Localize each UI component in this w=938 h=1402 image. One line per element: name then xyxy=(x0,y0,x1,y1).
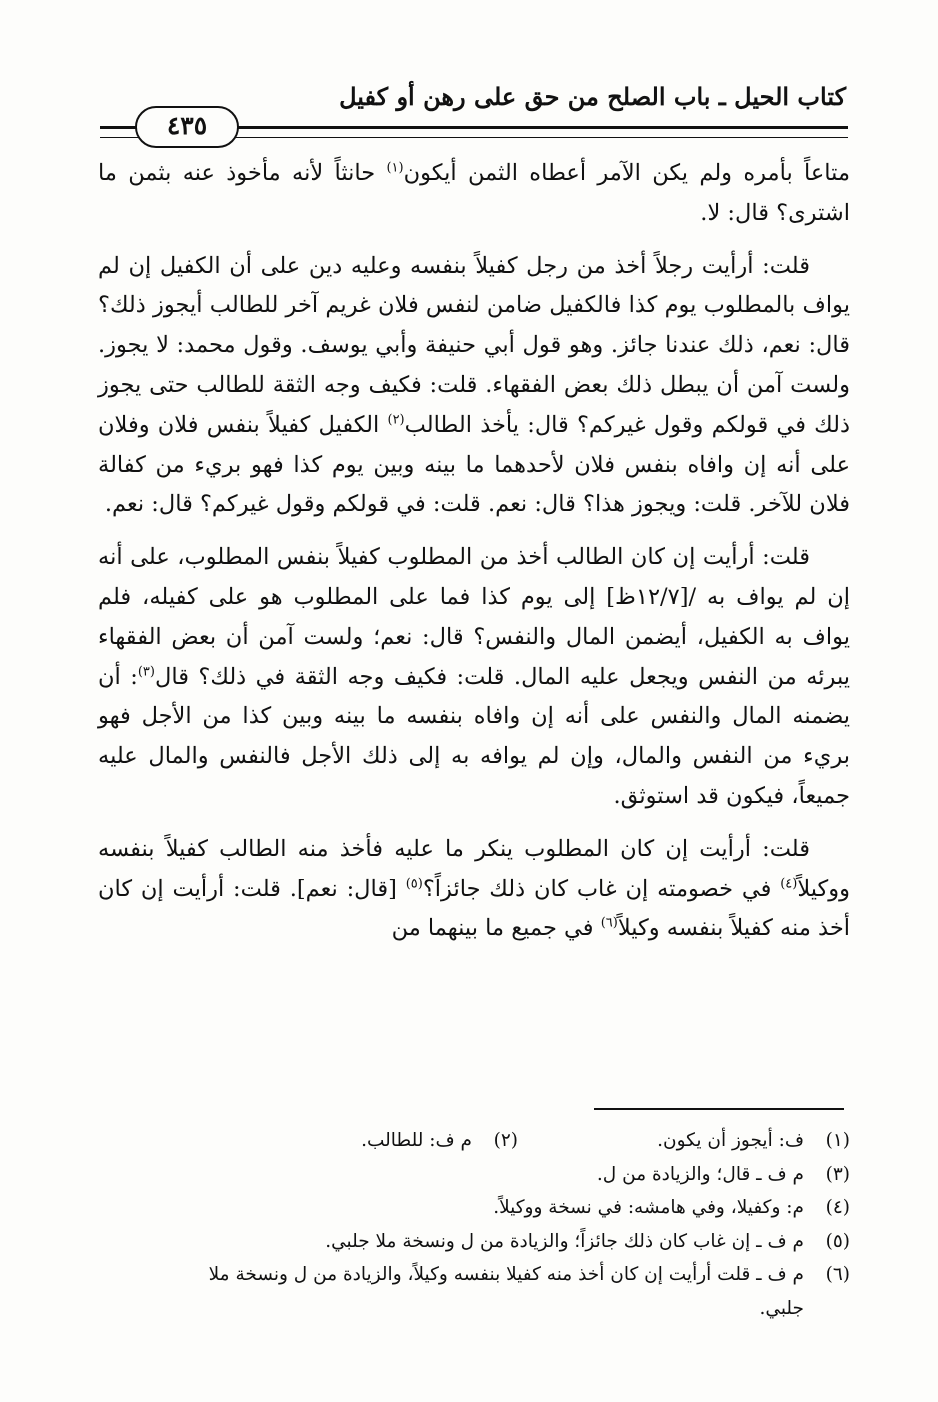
footnote-number: (٥) xyxy=(825,1230,850,1252)
text-run: قلت: أرأيت إن كان الطالب أخذ من المطلوب كفيلاً بنفس المطلوب، على أنه إن لم يواف به /[١٢/٧ظ] إلى يوم كذا فما على المطلوب هو على كفيله، فلم يواف به الكفيل، أيضمن المال والنفس؟ قال: نعم؛ ولست آمن أن بعض الفقهاء يبرئه من النفس ويجعل عليه المال. قلت: فكيف وجه الثقة في ذلك؟ قال xyxy=(98,544,850,690)
footnote-text: م ف: للطالب. xyxy=(361,1130,472,1151)
footnote-ref[interactable]: (٢) xyxy=(387,412,405,428)
paragraph xyxy=(98,154,850,234)
footnote-ref[interactable]: (١) xyxy=(386,160,404,176)
footnote-number: (٢) xyxy=(493,1130,518,1151)
footnote-continuation: جلبي. xyxy=(759,1297,804,1319)
text-run: في جميع ما بينهما من xyxy=(391,915,601,942)
footnote-number: (٣) xyxy=(825,1163,850,1185)
footnote-item xyxy=(98,1225,850,1259)
footnote-number: (١) xyxy=(825,1130,850,1151)
text-run: في خصومته إن غاب كان ذلك جائزاً؟ xyxy=(422,875,781,902)
body-text xyxy=(98,154,850,949)
footnote-item xyxy=(98,1158,850,1192)
footnote-ref[interactable]: (٤) xyxy=(780,876,798,892)
paragraph xyxy=(98,538,850,817)
footnote-item xyxy=(518,1124,850,1158)
text-run: متاعاً بأمره ولم يكن الآمر أعطاه الثمن أيكون xyxy=(403,160,850,186)
text-run: [قال: نعم]. قلت: أرأيت إن كان أخذ منه كفيلاً بنفسه وكيلاً xyxy=(98,875,850,942)
page-number-badge: ٤٣٥ xyxy=(135,106,239,148)
footnote-ref[interactable]: (٦) xyxy=(600,915,618,931)
footnote-text: ف: أيجوز أن يكون. xyxy=(657,1130,804,1151)
footnote-separator xyxy=(594,1108,844,1110)
footnote-row xyxy=(98,1124,850,1158)
footnotes xyxy=(98,1124,850,1325)
footnote-ref[interactable]: (٥) xyxy=(405,876,423,892)
footnote-number: (٦) xyxy=(825,1264,850,1285)
paragraph xyxy=(98,247,850,526)
footnote-text: م ف ـ إن غاب كان ذلك جائزاً؛ والزيادة من ل ونسخة ملا جلبي. xyxy=(325,1230,804,1252)
text-run: : أن يضمنه المال والنفس على أنه إن وافاه بنفسه ما بينه وبين كذا من الأجل فهو بريء من النفس والمال، وإن لم يوافه به إلى ذلك الأجل فالنفس والمال عليه جميعاً، فيكون قد استوثق. xyxy=(98,663,850,809)
footnote-text: م ف ـ قال؛ والزيادة من ل. xyxy=(596,1163,804,1185)
footnote-number: (٤) xyxy=(825,1197,850,1218)
footnote-item xyxy=(361,1124,518,1158)
footnote-text: م ف ـ قلت أرأيت إن كان أخذ منه كفيلا بنفسه وكيلاً، والزيادة من ل ونسخة ملا xyxy=(208,1264,804,1285)
running-header-title: كتاب الحيل ـ باب الصلح من حق على رهن أو كفيل xyxy=(339,82,846,111)
footnote-item xyxy=(98,1191,850,1225)
text-run: الكفيل كفيلاً بنفس فلان وفلان على أنه إن وافاه بنفس فلان لأحدهما ما بينه وبين يوم كذا فهو بريء من كفالة فلان للآخر. قلت: ويجوز هذا؟ قال: نعم. قلت: في قولكم وقول غيركم؟ قال: نعم. xyxy=(98,411,850,518)
text-run: حانثاً لأنه مأخوذ عنه بثمن ما اشترى؟ قال: لا. xyxy=(98,160,850,226)
paragraph xyxy=(98,830,850,949)
text-run: قلت: أرأيت إن كان المطلوب ينكر ما عليه فأخذ منه الطالب كفيلاً بنفسه ووكيلاً xyxy=(98,835,850,902)
footnote-ref[interactable]: (٣) xyxy=(137,664,155,680)
footnote-text: م: وكفيلا، وفي هامشه: في نسخة ووكيلاً. xyxy=(493,1197,804,1218)
text-run: قلت: أرأيت رجلاً أخذ من رجل كفيلاً بنفسه وعليه دين على أن الكفيل إن لم يواف بالمطلوب يوم كذا فالكفيل ضامن لنفس فلان غريم آخر للطالب أيجوز ذلك؟ قال: نعم، ذلك عندنا جائز. وهو قول أبي حنيفة وأبي يوسف. وقول محمد: لا يجوز. ولست آمن أن يبطل ذلك بعض الفقهاء. قلت: فكيف وجه الثقة للطالب حتى يجوز ذلك في قولكم وقول غيركم؟ قال: يأخذ الطالب xyxy=(98,252,850,438)
footnote-item xyxy=(98,1258,850,1292)
